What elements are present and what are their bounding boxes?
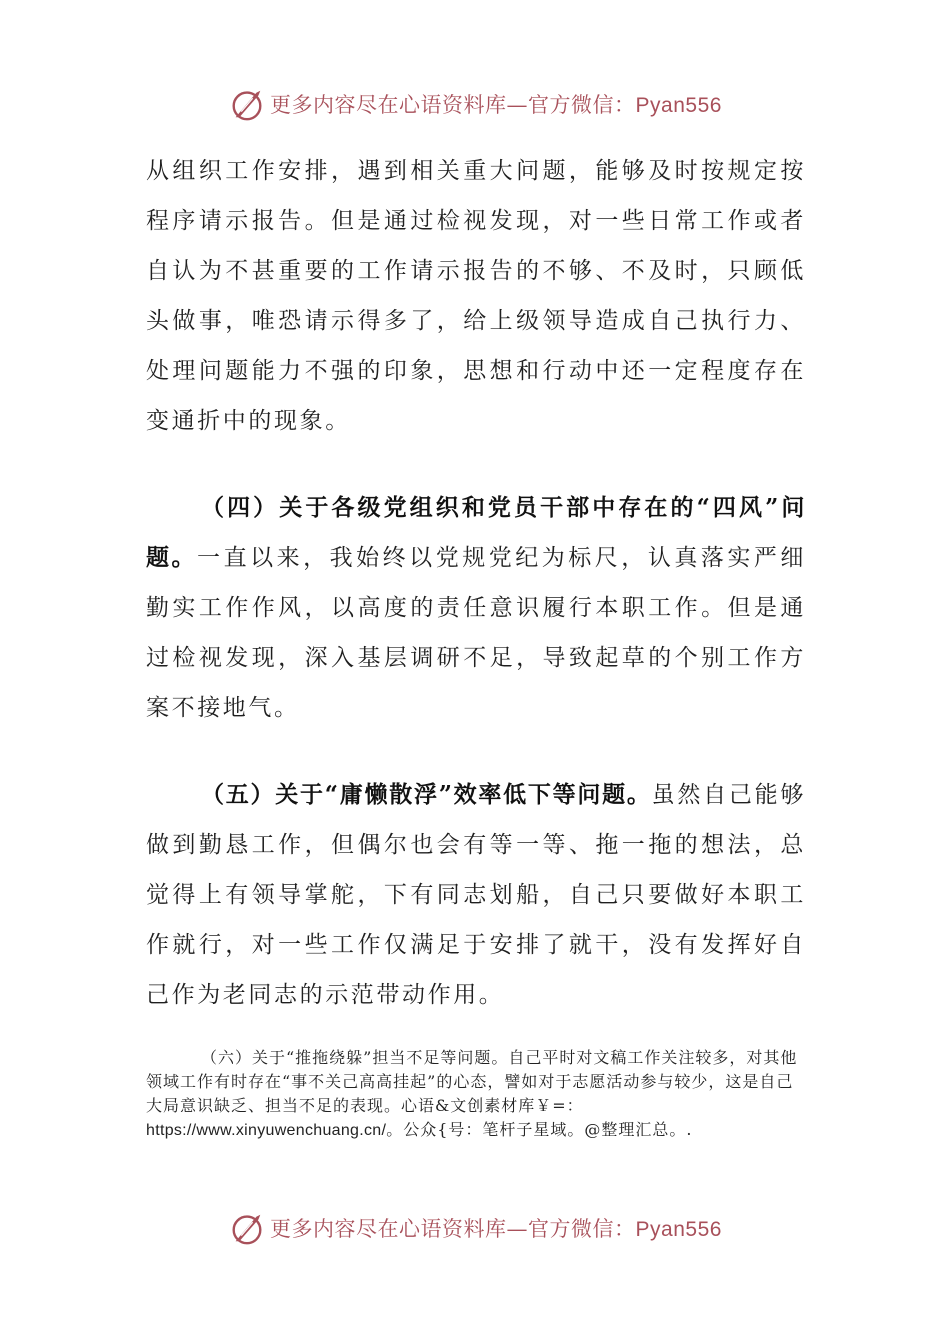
wechat-id: Pyan556 xyxy=(635,94,722,117)
paragraph-4 xyxy=(146,1046,806,1143)
quill-pen-logo-icon xyxy=(228,85,266,123)
wechat-id: Pyan556 xyxy=(635,1218,722,1241)
paragraph-2 xyxy=(146,483,806,733)
section-heading-5: （五）关于“庸懒散浮”效率低下等问题。 xyxy=(201,781,652,808)
banner-text: 更多内容尽在心语资料库—官方微信：Pyan556 xyxy=(270,1217,722,1241)
paragraph-2-text: 一直以来，我始终以党规党纪为标尺，认真落实严细勤实工作作风，以高度的责任意识履行本职工作。但是通过检视发现，深入基层调研不足，导致起草的个别工作方案不接地气。 xyxy=(146,545,806,721)
paragraph-4-tail: 。公众{号：笔杆子星域。@整理汇总。. xyxy=(386,1120,693,1139)
paragraph-3-text: 虽然自己能够做到勤恳工作，但偶尔也会有等一等、拖一拖的想法，总觉得上有领导掌舵，下有同志划船，自己只要做好本职工作就行，对一些工作仅满足于安排了就干，没有发挥好自己作为老同志的示范带动作用。 xyxy=(146,782,806,1008)
paragraph-1: 从组织工作安排，遇到相关重大问题，能够及时按规定按程序请示报告。但是通过检视发现，对一些日常工作或者自认为不甚重要的工作请示报告的不够、不及时，只顾低头做事，唯恐请示得多了，给上级领导造成自己执行力、处理问题能力不强的印象，思想和行动中还一定程度存在变通折中的现象。 xyxy=(146,158,806,434)
paragraph-4-text: （六）关于“推拖绕躲”担当不足等问题。自己平时对文稿工作关注较多，对其他领域工作有时存在“事不关己高高挂起”的心态，譬如对于志愿活动参与较少，这是自己大局意识缺乏、担当不足的表现。心语&文创素材库￥=： xyxy=(146,1048,798,1115)
banner-text: 更多内容尽在心语资料库—官方微信：Pyan556 xyxy=(270,93,722,117)
source-url-link[interactable]: https://www.xinyuwenchuang.cn/ xyxy=(146,1122,387,1139)
quill-pen-logo-icon xyxy=(228,1209,266,1247)
paragraph-3 xyxy=(146,770,806,1020)
header-banner xyxy=(0,84,950,124)
footer-banner xyxy=(0,1208,950,1248)
section-heading-4: （四）关于各级党组织和党员干部中存在的“四风”问题。 xyxy=(146,494,806,571)
document-body xyxy=(146,146,806,1020)
